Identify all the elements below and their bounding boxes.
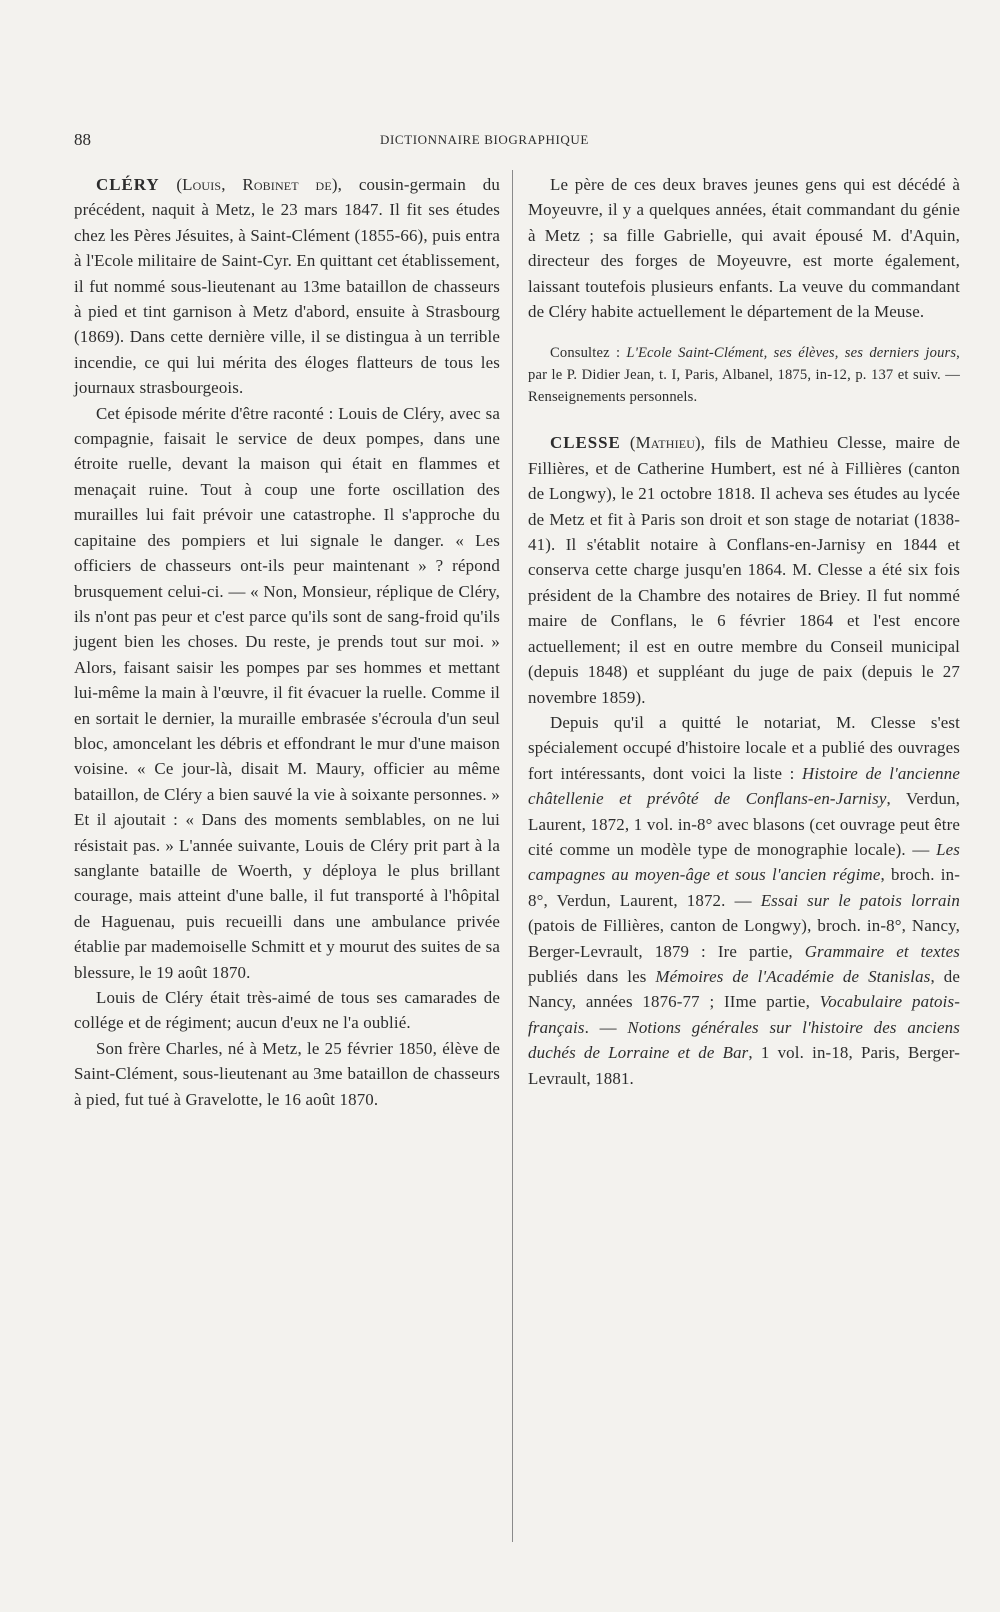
works-text-g: . —: [584, 1017, 628, 1037]
entry-clery-paragraph: [74, 172, 500, 401]
work-title-5: Mémoires de l'Académie de Stanislas: [655, 966, 931, 986]
work-title-2: Les campagnes au moyen-âge et sous l'ancien régime: [528, 839, 960, 885]
entry-clery-text-4: Son frère Charles, né à Metz, le 25 février 1850, élève de Saint-Clément, sous-lieutenant au 3me bataillon de chasseurs à pied, fut tué à Gravelotte, le 16 août 1870.: [74, 1038, 500, 1109]
entry-name-clery: CLÉRY: [96, 175, 160, 194]
entry-clery-text-1: , cousin-germain du précédent, naquit à Metz, le 23 mars 1847. Il fit ses études chez les Pères Jésuites, à Saint-Clément (1855-66), puis entra à l'Ecole militaire de Saint-Cyr. En quittant cet établissement, il fut nommé sous-lieutenant au 13me bataillon de chasseurs à pied et tint garnison à Metz d'abord, ensuite à Strasbourg (1869). Dans cette dernière ville, il se distingua à un terrible incendie, ce qui lui mérita des éloges flatteurs de tous les journaux strasbourgeois.: [74, 175, 500, 398]
left-column: [74, 172, 500, 1112]
entry-name-clesse: CLESSE: [550, 433, 621, 453]
works-text-c: , broch. in-8°, Verdun, Laurent, 1872. —: [528, 865, 960, 910]
works-text-b: , Verdun, Laurent, 1872, 1 vol. in-8° avec blasons (cet ouvrage peut être cité comme un modèle type de monographie locale). —: [528, 789, 961, 859]
work-title-6: Vocabulaire patois-français: [528, 992, 960, 1037]
work-title-1: Histoire de l'ancienne châtellenie et prévôté de Conflans-en-Jarnisy: [528, 763, 960, 809]
page-header: [74, 130, 654, 154]
works-text-d: (patois de Fillières, canton de Longwy), broch. in-8°, Nancy, Berger-Levrault, 1879 : Ire partie,: [528, 916, 960, 961]
works-intro: Depuis qu'il a quitté le notariat, M. Clesse s'est spécialement occupé d'histoire locale et a publié des ouvrages fort intéressants, dont voici la liste :: [528, 712, 960, 783]
page-number: 88: [74, 130, 91, 149]
right-column: [528, 172, 960, 1091]
source-note: [528, 342, 960, 408]
source-consult: Consultez :: [550, 345, 627, 362]
entry-clery-text-3: Louis de Cléry était très-aimé de tous ses camarades de collége et de régiment; aucun d'eux ne l'a oublié.: [74, 988, 500, 1033]
column-divider: [512, 170, 513, 1542]
entry-clery-text-2: Cet épisode mérite d'être raconté : Louis de Cléry, avec sa compagnie, faisait le service de deux pompes, dans une étroite ruelle, devant la maison qui était en flammes et menaçait ruine. Tout à coup une forte oscillation des murailles lui fait prévoir une catastrophe. Il s'approche du capitaine des pompiers et lui signale le danger. « Les officiers de chasseurs ont-ils peur maintenant » ? répond brusquement celui-ci. — « Non, Monsieur, réplique de Cléry, ils n'ont pas peur et c'est parce qu'ils sont de sang-froid qu'ils jugent bien les choses. Du reste, je prends tout sur moi. » Alors, faisant saisir les pompes par ses hommes et mettant lui-même la main à l'œuvre, il fit évacuer la ruelle. Comme il en sortait le dernier, la muraille embrasée s'écroula d'un seul bloc, amoncelant les débris et effondrant le mur d'une maison voisine. « Ce jour-là, disait M. Maury, officier au même bataillon, de Cléry a bien sauvé la vie à soixante personnes. » Et il ajoutait : « Dans des moments semblables, on ne lui résistait pas. » L'année suivante, Louis de Cléry prit part à la sanglante bataille de Woerth, y déploya le plus brillant courage, mais atteint d'une balle, il fut transporté à l'hôpital de Haguenau, puis recueilli dans une ambulance privée établie par mademoiselle Schmitt et y mourut des suites de sa blessure, le 19 août 1870.: [74, 403, 500, 982]
entry-ident-clesse: (Mathieu): [629, 433, 701, 453]
entry-clesse-paragraph: [528, 430, 960, 709]
works-text-e: publiés dans les: [528, 966, 656, 986]
entry-clesse-works-paragraph: [528, 710, 960, 1091]
source-title: L'Ecole Saint-Clément, ses élèves, ses derniers jours: [626, 345, 957, 362]
source-details: , par le P. Didier Jean, t. I, Paris, Albanel, 1875, in-12, p. 137 et suiv. — Renseignements personnels.: [528, 345, 960, 406]
running-head: DICTIONNAIRE BIOGRAPHIQUE: [380, 132, 589, 147]
entry-ident-clery: (Louis, Robinet de): [176, 175, 338, 194]
work-title-4: Grammaire et textes: [804, 941, 960, 961]
works-text-h: , 1 vol. in-18, Paris, Berger-Levrault, 1881.: [528, 1043, 960, 1088]
work-title-3: Essai sur le patois lorrain: [760, 890, 960, 910]
works-text-f: , de Nancy, années 1876-77 ; IIme partie,: [528, 966, 960, 1012]
work-title-7: Notions générales sur l'histoire des anciens duchés de Lorraine et de Bar: [528, 1017, 960, 1063]
entry-clery-text-5: Le père de ces deux braves jeunes gens qui est décédé à Moyeuvre, il y a quelques années, était commandant du génie à Metz ; sa fille Gabrielle, qui avait épousé M. d'Aquin, directeur des forges de Moyeuvre, est morte également, laissant toutefois plusieurs enfants. La veuve du commandant de Cléry habite actuellement le département de la Meuse.: [528, 175, 960, 322]
entry-clesse-text-1: , fils de Mathieu Clesse, maire de Fillières, et de Catherine Humbert, est né à Fillières (canton de Longwy), le 21 octobre 1818. Il acheva ses études au lycée de Metz et fit à Paris son droit et son stage de notariat (1838-41). Il s'établit notaire à Conflans-en-Jarnisy en 1844 et conserva cette charge jusqu'en 1864. M. Clesse a été six fois président de la Chambre des notaires de Briey. Il fut nommé maire de Conflans, le 6 février 1864 et l'est encore actuellement; il est en outre membre du Conseil municipal (depuis 1848) et suppléant du juge de paix (depuis le 27 novembre 1859).: [528, 433, 960, 707]
